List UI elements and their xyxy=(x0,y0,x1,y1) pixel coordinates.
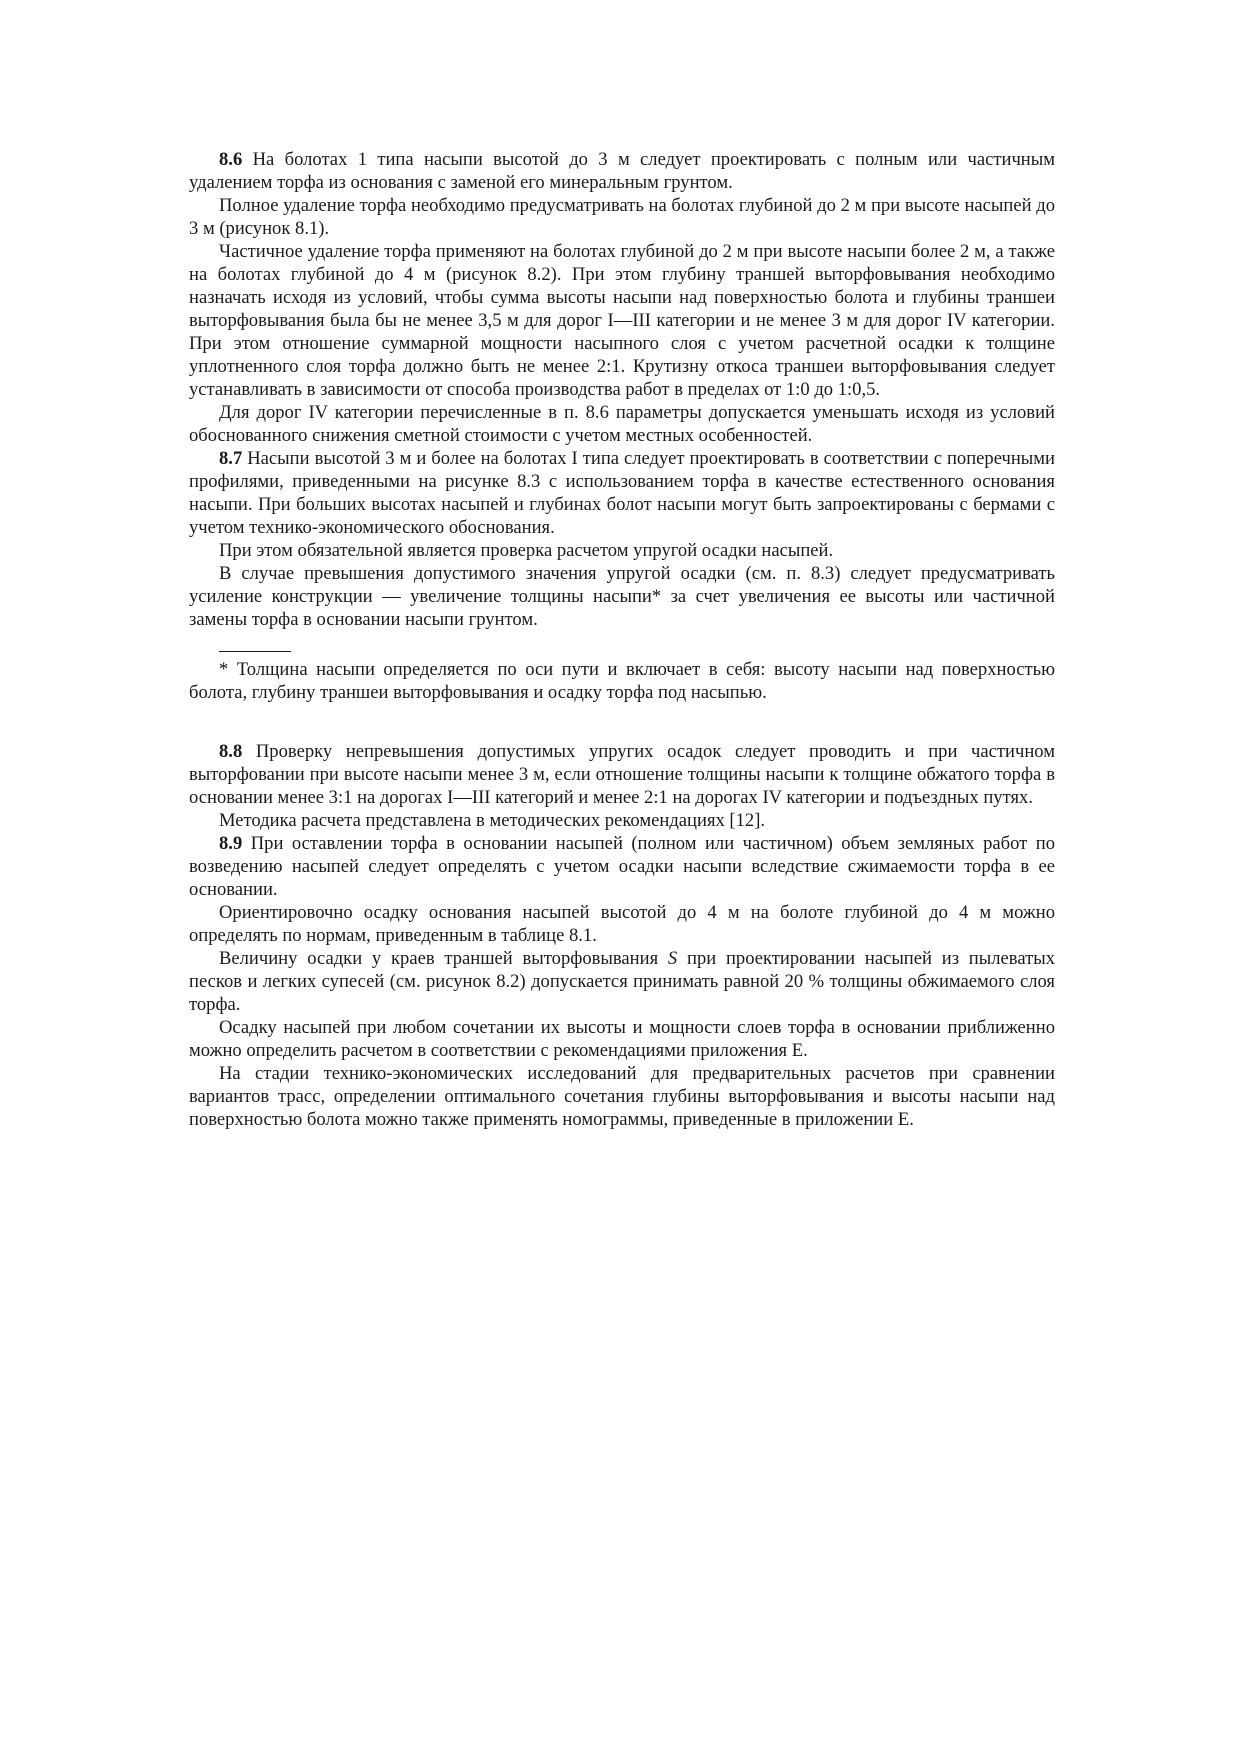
paragraph-text: при проектировании насыпей из пылеватых песков и легких супесей (см. рисунок 8.2) допускается принимать равной 20 % толщины обжимаемого слоя торфа. xyxy=(189,948,1056,1015)
paragraph-text: На болотах 1 типа насыпи высотой до 3 м следует проектировать с полным или частичным удалением торфа из основания с заменой его минеральным грунтом. xyxy=(189,149,1055,193)
paragraph-8-6 xyxy=(189,148,1055,194)
paragraph-text: Осадку насыпей при любом сочетании их высоты и мощности слоев торфа в основании приближенно можно определить расчетом в соответствии с рекомендациями приложения Е. xyxy=(189,1017,1055,1061)
paragraph xyxy=(189,901,1055,947)
paragraph xyxy=(189,539,1055,562)
clause-number: 8.7 xyxy=(219,448,243,469)
document-page xyxy=(189,148,1055,1131)
footnote xyxy=(189,658,1055,704)
paragraph-text: Величину осадки у краев траншей выторфовывания xyxy=(219,948,668,969)
paragraph-text: Ориентировочно осадку основания насыпей высотой до 4 м на болоте глубиной до 4 м можно определять по нормам, приведенным в таблице 8.1. xyxy=(189,902,1055,946)
paragraph xyxy=(189,809,1055,832)
paragraph-8-8 xyxy=(189,740,1055,809)
paragraph-text: Частичное удаление торфа применяют на болотах глубиной до 2 м при высоте насыпи более 2 м, а также на болотах глубиной до 4 м (рисунок 8.2). При этом глубину траншей выторфовывания необходимо назначать исходя из условий, чтобы сумма высоты насыпи над поверхностью болота и глубины траншеи выторфовывания была бы не менее 3,5 м для дорог I—III категории и не менее 3 м для дорог IV категории. При этом отношение суммарной мощности насыпного слоя с учетом расчетной осадки к толщине уплотненного слоя торфа должно быть не менее 2:1. Крутизну откоса траншеи выторфовывания следует устанавливать в зависимости от способа производства работ в пределах от 1:0 до 1:0,5. xyxy=(189,241,1055,400)
paragraph-8-7 xyxy=(189,447,1055,539)
paragraph-text: Насыпи высотой 3 м и более на болотах I типа следует проектировать в соответствии с поперечными профилями, приведенными на рисунке 8.3 с использованием торфа в качестве естественного основания насыпи. При больших высотах насыпей и глубинах болот насыпи могут быть запроектированы с бермами с учетом технико-экономического обоснования. xyxy=(189,448,1055,538)
paragraph xyxy=(189,562,1055,631)
clause-number: 8.8 xyxy=(219,741,243,762)
paragraph-8-9 xyxy=(189,832,1055,901)
paragraph-text: На стадии технико-экономических исследований для предварительных расчетов при сравнении вариантов трасс, определении оптимального сочетания глубины выторфовывания и высоты насыпи над поверхностью болота можно также применять номограммы, приведенные в приложении Е. xyxy=(189,1063,1055,1130)
paragraph xyxy=(189,947,1055,1016)
paragraph xyxy=(189,1016,1055,1062)
paragraph-text: При этом обязательной является проверка расчетом упругой осадки насыпей. xyxy=(219,540,834,561)
paragraph-text: Проверку непревышения допустимых упругих осадок следует проводить и при частичном выторфовании при высоте насыпи менее 3 м, если отношение толщины насыпи к толщине обжатого торфа в основании менее 3:1 на дорогах I—III категорий и менее 2:1 на дорогах IV категории и подъездных путях. xyxy=(189,741,1055,808)
paragraph xyxy=(189,1062,1055,1131)
paragraph xyxy=(189,240,1055,401)
clause-number: 8.9 xyxy=(219,833,243,854)
variable-symbol: S xyxy=(667,948,678,969)
paragraph-text: Для дорог IV категории перечисленные в п. 8.6 параметры допускается уменьшать исходя из условий обоснованного снижения сметной стоимости с учетом местных особенностей. xyxy=(189,402,1055,446)
paragraph xyxy=(189,401,1055,447)
paragraph-text: Методика расчета представлена в методических рекомендациях [12]. xyxy=(219,810,766,831)
footnote-block xyxy=(189,651,1055,704)
paragraph xyxy=(189,194,1055,240)
clause-number: 8.6 xyxy=(219,149,243,170)
footnote-text: * Толщина насыпи определяется по оси пути и включает в себя: высоту насыпи над поверхностью болота, глубину траншеи выторфовывания и осадку торфа под насыпью. xyxy=(189,659,1055,703)
paragraph-text: При оставлении торфа в основании насыпей (полном или частичном) объем земляных работ по возведению насыпей следует определять с учетом осадки насыпи вследствие сжимаемости торфа в ее основании. xyxy=(189,833,1055,900)
paragraph-text: Полное удаление торфа необходимо предусматривать на болотах глубиной до 2 м при высоте насыпей до 3 м (рисунок 8.1). xyxy=(189,195,1055,239)
paragraph-text: В случае превышения допустимого значения упругой осадки (см. п. 8.3) следует предусматривать усиление конструкции — увеличение толщины насыпи* за счет увеличения ее высоты или частичной замены торфа в основании насыпи грунтом. xyxy=(189,563,1055,630)
footnote-separator xyxy=(219,651,291,652)
